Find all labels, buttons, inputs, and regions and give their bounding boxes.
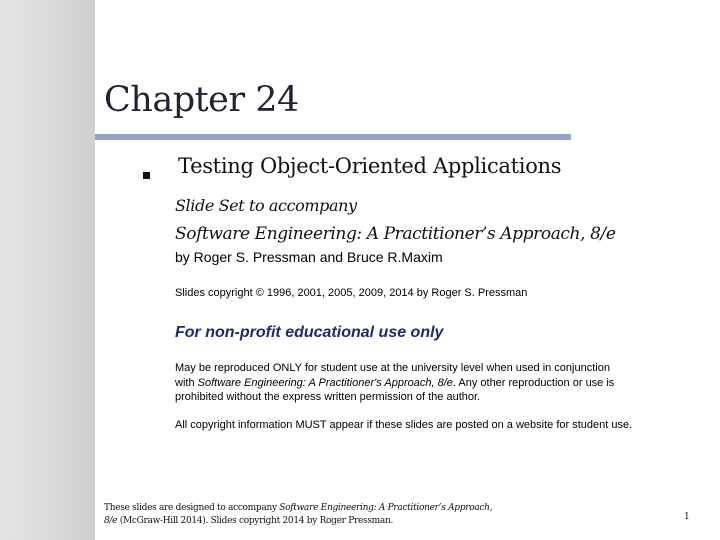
all-copyright-notice: All copyright information MUST appear if these slides are posted on a website for student use. [175,419,633,431]
reproduction-line-2-post: . Any other reproduction or use is [452,376,615,389]
left-decorative-band [0,0,95,540]
reproduction-line-3: prohibited without the express written permission of the author. [175,391,481,403]
square-bullet-icon [143,172,150,179]
copyright-line: Slides copyright © 1996, 2001, 2005, 2009, 2014 by Roger S. Pressman [175,287,528,299]
footer-book-title: Software Engineering: A Practitioner’s Approach, [279,503,493,513]
reproduction-book-title: Software Engineering: A Practitioner's Approach, 8/e [197,376,453,389]
title-underline [95,134,571,140]
authors-line: by Roger S. Pressman and Bruce R.Maxim [175,249,443,265]
reproduction-line-1: May be reproduced ONLY for student use at the university level when used in conjunction [175,362,610,374]
footer-note [104,502,564,528]
footer-line-1-pre: These slides are designed to accompany [104,503,280,513]
subtitle-line-1: Slide Set to accompany [175,196,357,215]
nonprofit-notice: For non-profit educational use only [175,324,444,341]
footer-line-2-post: (McGraw-Hill 2014). Slides copyright 2014 by Roger Pressman. [117,516,394,526]
bullet-heading: Testing Object-Oriented Applications [178,154,562,178]
footer-line-1 [104,502,564,515]
slide-title: Chapter 24 [104,80,299,120]
footer-line-2 [104,515,564,528]
reproduction-line-2-pre: with [175,376,198,389]
footer-edition: 8/e [104,516,118,526]
page-number: 1 [684,512,690,522]
reproduction-notice [175,361,695,405]
reproduction-line-2 [175,376,695,391]
subtitle-line-2: Software Engineering: A Practitioner’s Approach, 8/e [175,224,616,244]
